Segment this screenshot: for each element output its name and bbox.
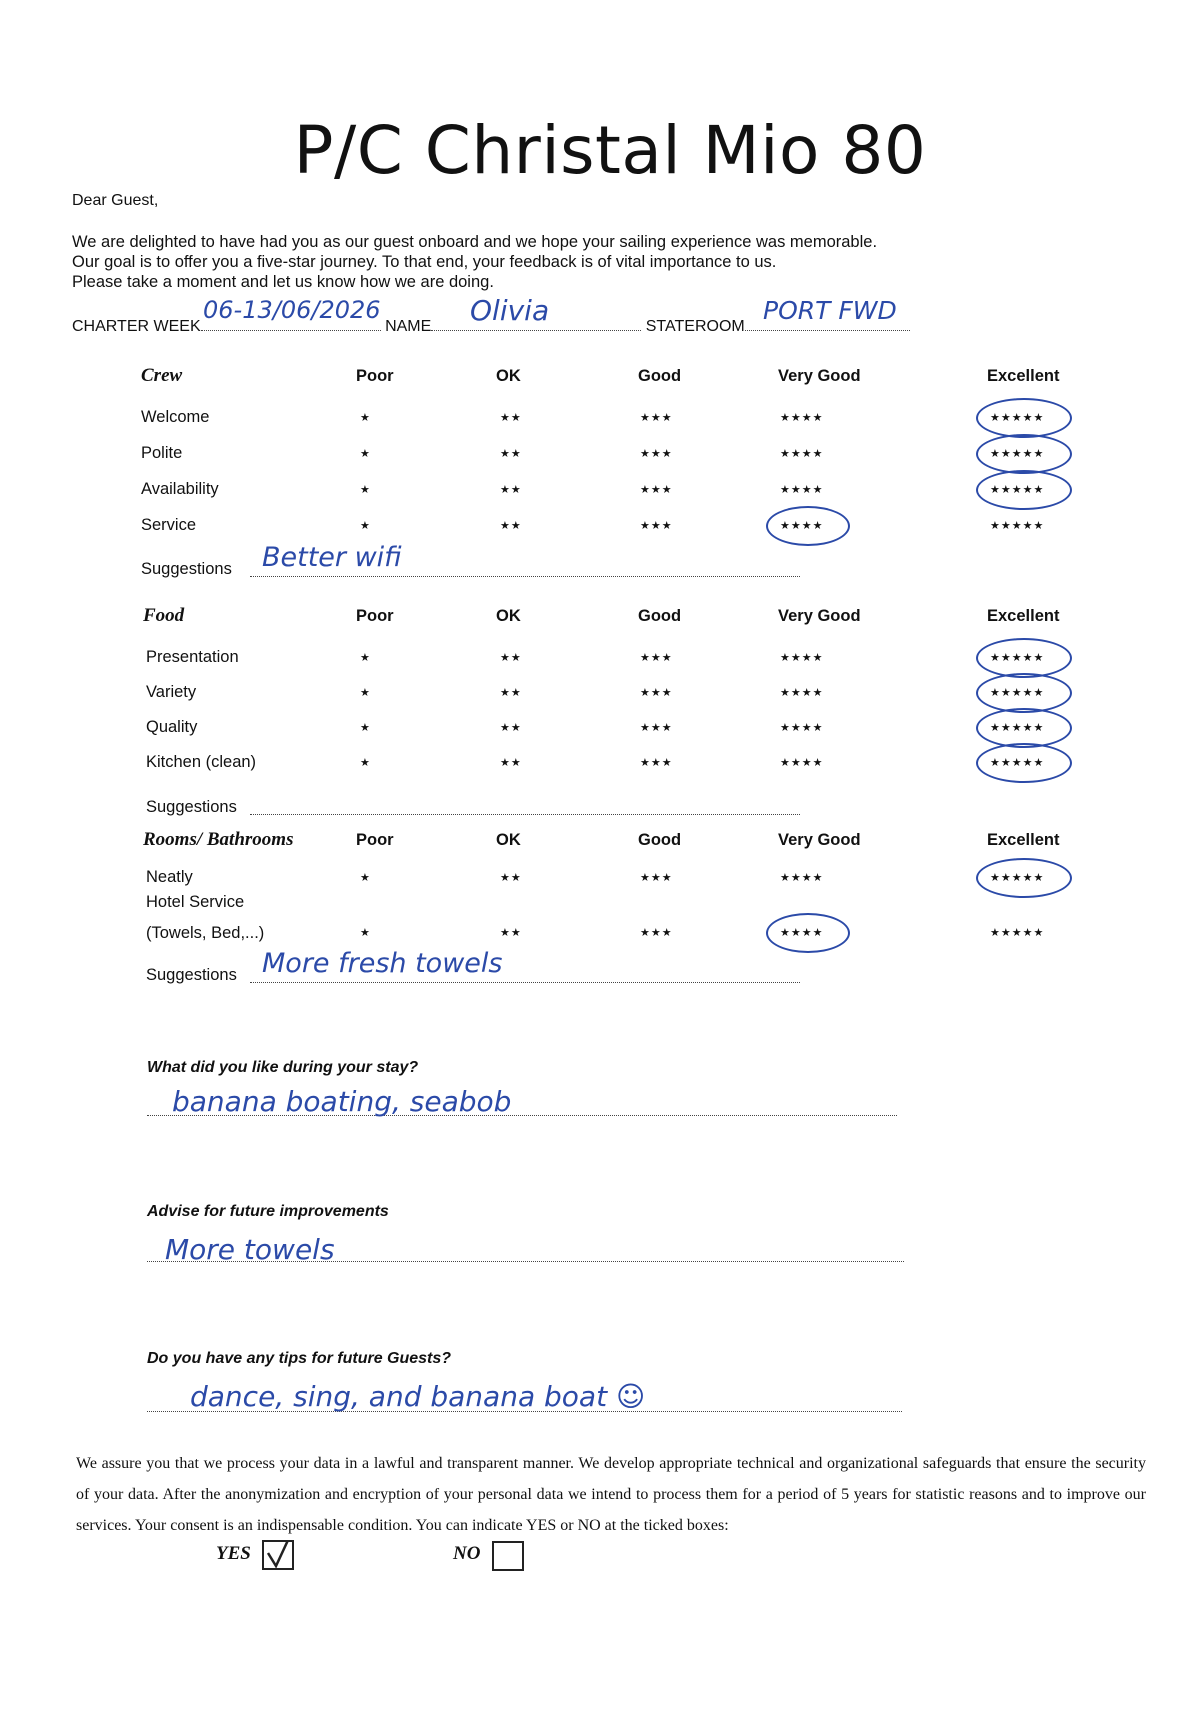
rating-option-4-star[interactable]: ★★★★ <box>780 412 824 424</box>
rating-option-1-star[interactable]: ★ <box>360 757 371 769</box>
rating-row-label: Availability <box>141 480 219 498</box>
form-title: P/C Christal Mio 80 <box>293 112 927 189</box>
question-improvements: Advise for future improvements <box>147 1203 389 1220</box>
rating-option-2-star[interactable]: ★★ <box>500 927 522 939</box>
section-title: Rooms/ Bathrooms <box>143 829 294 850</box>
stateroom-field[interactable]: PORT FWD <box>763 296 897 325</box>
column-header: OK <box>496 367 521 385</box>
rating-option-4-star[interactable]: ★★★★ <box>780 448 824 460</box>
rating-option-3-star[interactable]: ★★★ <box>640 722 673 734</box>
rating-option-4-star[interactable]: ★★★★ <box>780 927 824 939</box>
rating-option-5-star[interactable]: ★★★★★ <box>990 872 1045 884</box>
rating-option-5-star[interactable]: ★★★★★ <box>990 520 1045 532</box>
check-icon <box>264 1542 292 1568</box>
suggestions-line <box>250 981 800 983</box>
rating-option-4-star[interactable]: ★★★★ <box>780 687 824 699</box>
rating-option-1-star[interactable]: ★ <box>360 687 371 699</box>
suggestions-label: Suggestions <box>141 560 232 578</box>
rating-option-5-star[interactable]: ★★★★★ <box>990 484 1045 496</box>
column-header: OK <box>496 831 521 849</box>
suggestions-label: Suggestions <box>146 966 237 984</box>
section-title: Crew <box>141 365 183 386</box>
suggestions-field[interactable]: More fresh towels <box>262 948 503 979</box>
rating-option-5-star[interactable]: ★★★★★ <box>990 927 1045 939</box>
rating-option-5-star[interactable]: ★★★★★ <box>990 652 1045 664</box>
suggestions-line <box>250 813 800 815</box>
privacy-statement: We assure you that we process your data in a lawful and transparent manner. We develop appropriate technical and organizational safeguards that ensure the security of your data. After the anonymization and encryption of your personal data we intend to process them for a period of 5 years for statistic reasons and to improve our services. Your consent is an indispensable condition. You can indicate YES or NO at the ticked boxes: <box>76 1455 1146 1534</box>
suggestions-field[interactable]: Better wifi <box>262 542 402 573</box>
suggestions-line <box>250 575 800 577</box>
selected-rating-circle <box>976 708 1072 748</box>
rating-option-1-star[interactable]: ★ <box>360 412 371 424</box>
rating-row-label: Neatly <box>146 868 193 886</box>
name-field[interactable]: Olivia <box>470 294 550 327</box>
column-header: Very Good <box>778 607 861 625</box>
rating-option-2-star[interactable]: ★★ <box>500 722 522 734</box>
no-checkbox[interactable] <box>492 1541 524 1571</box>
intro-line: We are delighted to have had you as our guest onboard and we hope your sailing experience was memorable. <box>72 233 878 251</box>
rating-option-3-star[interactable]: ★★★ <box>640 687 673 699</box>
stateroom-label: STATEROOM <box>645 318 745 335</box>
rating-option-1-star[interactable]: ★ <box>360 872 371 884</box>
rating-row-label: Variety <box>146 683 197 701</box>
rating-option-4-star[interactable]: ★★★★ <box>780 757 824 769</box>
rating-option-1-star[interactable]: ★ <box>360 722 371 734</box>
answer-liked[interactable]: banana boating, seabob <box>172 1085 512 1118</box>
column-header: Very Good <box>778 367 861 385</box>
intro-text <box>72 232 877 292</box>
yes-checkbox[interactable] <box>262 1540 294 1570</box>
selected-rating-circle <box>976 398 1072 438</box>
answer-tips[interactable]: dance, sing, and banana boat ☺ <box>190 1380 646 1413</box>
selected-rating-circle <box>976 434 1072 474</box>
column-header: Very Good <box>778 831 861 849</box>
yes-label: YES <box>216 1543 251 1564</box>
rating-option-2-star[interactable]: ★★ <box>500 412 522 424</box>
name-label: NAME <box>385 318 432 335</box>
rating-option-5-star[interactable]: ★★★★★ <box>990 757 1045 769</box>
selected-rating-circle <box>766 506 850 546</box>
rating-option-4-star[interactable]: ★★★★ <box>780 484 824 496</box>
selected-rating-circle <box>976 858 1072 898</box>
rating-row-label: (Towels, Bed,...) <box>146 924 265 942</box>
rating-row-label: Quality <box>146 718 198 736</box>
rating-row-label: Polite <box>141 444 183 462</box>
column-header: Good <box>638 607 682 625</box>
rating-option-3-star[interactable]: ★★★ <box>640 927 673 939</box>
rating-option-2-star[interactable]: ★★ <box>500 652 522 664</box>
rating-option-3-star[interactable]: ★★★ <box>640 652 673 664</box>
column-header: Good <box>638 831 682 849</box>
selected-rating-circle <box>976 673 1072 713</box>
rating-option-3-star[interactable]: ★★★ <box>640 872 673 884</box>
rating-option-2-star[interactable]: ★★ <box>500 484 522 496</box>
rating-row-label: Kitchen (clean) <box>146 753 257 771</box>
question-liked: What did you like during your stay? <box>147 1059 419 1076</box>
rating-option-1-star[interactable]: ★ <box>360 652 371 664</box>
section-title: Food <box>143 605 185 626</box>
answer-improvements[interactable]: More towels <box>165 1233 335 1266</box>
rating-option-3-star[interactable]: ★★★ <box>640 484 673 496</box>
rating-row-label: Hotel Service <box>146 893 245 911</box>
rating-option-3-star[interactable]: ★★★ <box>640 448 673 460</box>
intro-line: Please take a moment and let us know how we are doing. <box>72 273 494 291</box>
intro-line: Our goal is to offer you a five-star journey. To that end, your feedback is of vital importance to us. <box>72 253 777 271</box>
suggestions-label: Suggestions <box>146 798 237 816</box>
rating-option-1-star[interactable]: ★ <box>360 927 371 939</box>
rating-option-1-star[interactable]: ★ <box>360 448 371 460</box>
charter-week-field[interactable]: 06-13/06/2026 <box>203 296 381 324</box>
rating-row-label: Presentation <box>146 648 239 666</box>
rating-option-2-star[interactable]: ★★ <box>500 448 522 460</box>
no-label: NO <box>453 1543 481 1564</box>
column-header: Excellent <box>987 831 1060 849</box>
rating-option-3-star[interactable]: ★★★ <box>640 520 673 532</box>
charter-week-label: CHARTER WEEK <box>72 318 201 335</box>
rating-option-2-star[interactable]: ★★ <box>500 757 522 769</box>
rating-option-5-star[interactable]: ★★★★★ <box>990 722 1045 734</box>
selected-rating-circle <box>976 470 1072 510</box>
selected-rating-circle <box>976 743 1072 783</box>
rating-option-4-star[interactable]: ★★★★ <box>780 722 824 734</box>
selected-rating-circle <box>976 638 1072 678</box>
rating-row-label: Welcome <box>141 408 210 426</box>
rating-option-2-star[interactable]: ★★ <box>500 687 522 699</box>
rating-option-4-star[interactable]: ★★★★ <box>780 872 824 884</box>
rating-option-2-star[interactable]: ★★ <box>500 520 522 532</box>
column-header: Good <box>638 367 682 385</box>
column-header: Poor <box>356 607 394 625</box>
rating-option-1-star[interactable]: ★ <box>360 520 371 532</box>
column-header: OK <box>496 607 521 625</box>
column-header: Poor <box>356 831 394 849</box>
question-tips: Do you have any tips for future Guests? <box>147 1350 452 1367</box>
column-header: Excellent <box>987 607 1060 625</box>
column-header: Poor <box>356 367 394 385</box>
rating-option-4-star[interactable]: ★★★★ <box>780 520 824 532</box>
rating-option-5-star[interactable]: ★★★★★ <box>990 448 1045 460</box>
rating-option-2-star[interactable]: ★★ <box>500 872 522 884</box>
rating-option-4-star[interactable]: ★★★★ <box>780 652 824 664</box>
rating-option-3-star[interactable]: ★★★ <box>640 412 673 424</box>
rating-row-label: Service <box>141 516 197 534</box>
selected-rating-circle <box>766 913 850 953</box>
salutation: Dear Guest, <box>72 192 159 209</box>
column-header: Excellent <box>987 367 1060 385</box>
rating-option-1-star[interactable]: ★ <box>360 484 371 496</box>
rating-option-5-star[interactable]: ★★★★★ <box>990 412 1045 424</box>
rating-option-3-star[interactable]: ★★★ <box>640 757 673 769</box>
rating-option-5-star[interactable]: ★★★★★ <box>990 687 1045 699</box>
